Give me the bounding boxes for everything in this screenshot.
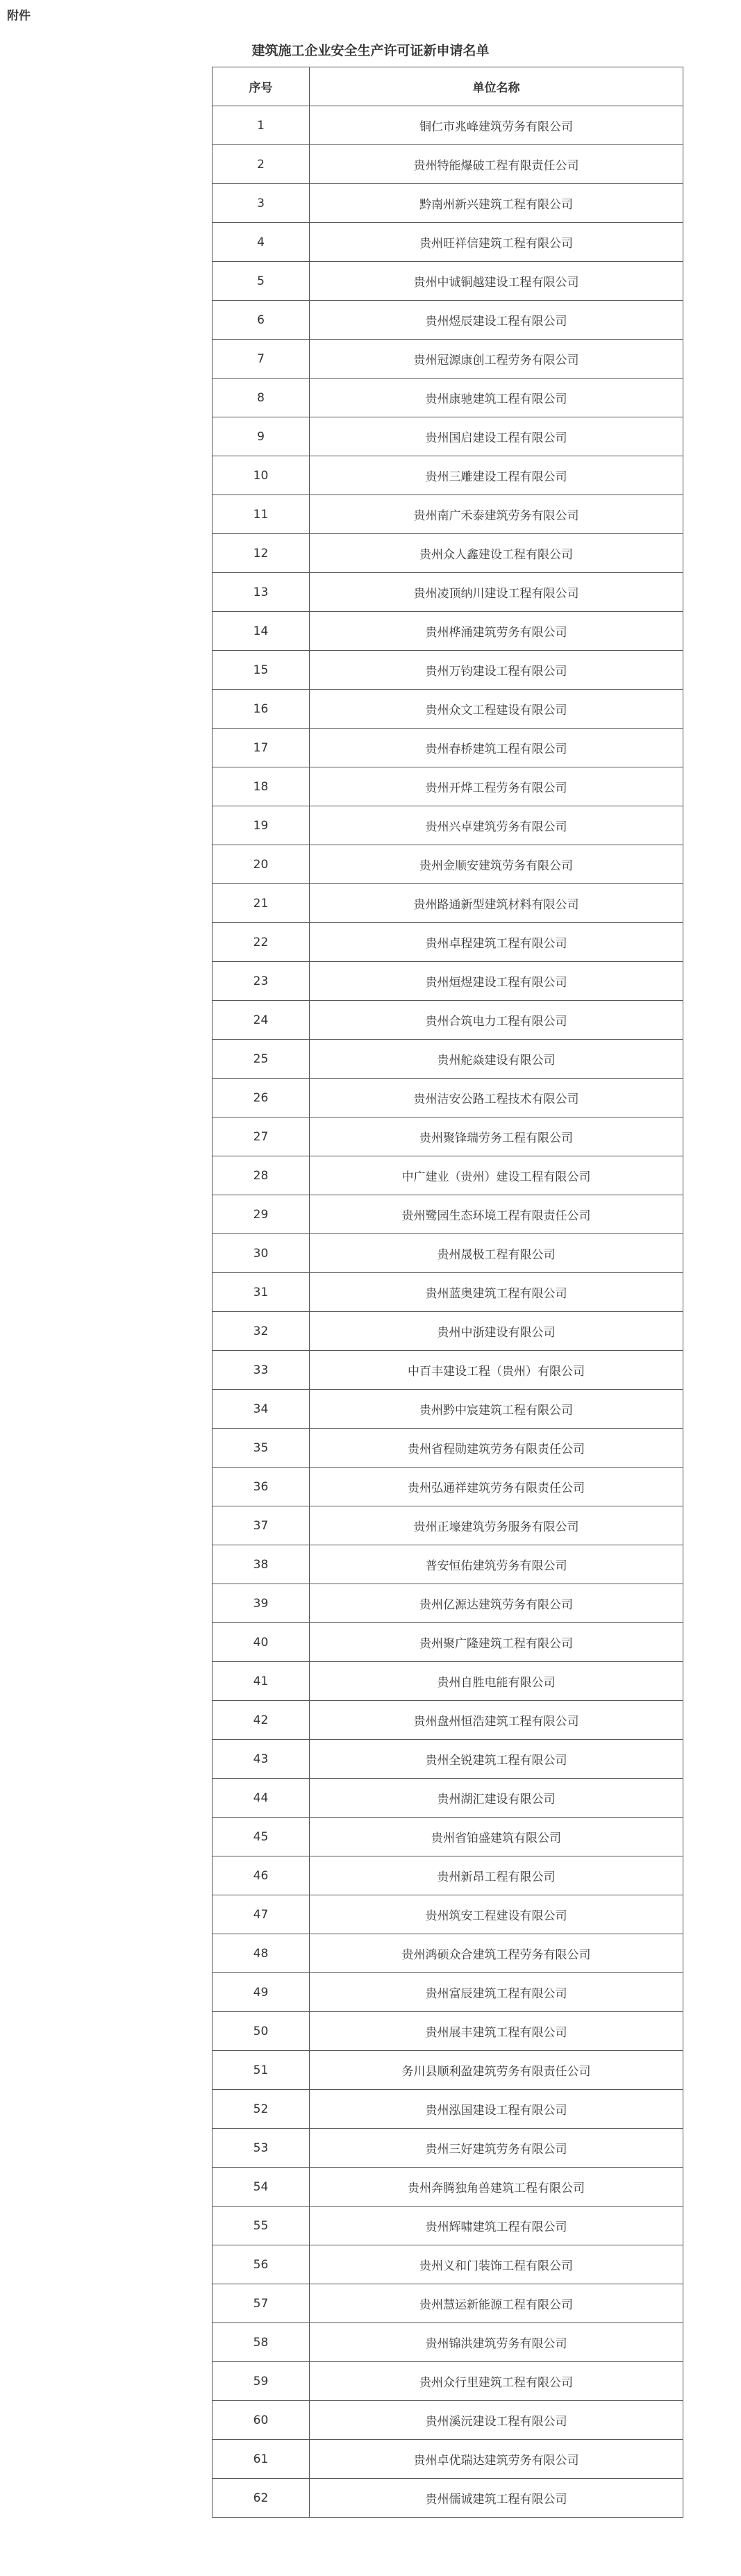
row-number-cell: 31 bbox=[213, 1273, 310, 1312]
row-number-cell: 44 bbox=[213, 1779, 310, 1818]
company-name-cell: 贵州湖汇建设有限公司 bbox=[310, 1779, 683, 1818]
row-number-cell: 45 bbox=[213, 1818, 310, 1856]
company-list-table bbox=[212, 67, 683, 2518]
company-name-cell: 贵州众人鑫建设工程有限公司 bbox=[310, 534, 683, 573]
company-name-cell: 贵州晟极工程有限公司 bbox=[310, 1234, 683, 1273]
company-name-cell: 贵州万钧建设工程有限公司 bbox=[310, 651, 683, 690]
table-row bbox=[213, 2168, 683, 2207]
table-row bbox=[213, 262, 683, 301]
table-row bbox=[213, 2479, 683, 2518]
company-name-cell: 贵州弘通祥建筑劳务有限责任公司 bbox=[310, 1468, 683, 1506]
table-row bbox=[213, 1273, 683, 1312]
company-name-cell: 贵州众行里建筑工程有限公司 bbox=[310, 2362, 683, 2401]
company-name-cell: 中百丰建设工程（贵州）有限公司 bbox=[310, 1351, 683, 1390]
row-number-cell: 39 bbox=[213, 1584, 310, 1623]
row-number-cell: 7 bbox=[213, 340, 310, 379]
table-row bbox=[213, 962, 683, 1001]
table-row bbox=[213, 884, 683, 923]
company-name-cell: 贵州儒诚建筑工程有限公司 bbox=[310, 2479, 683, 2518]
company-name-cell: 贵州筑安工程建设有限公司 bbox=[310, 1895, 683, 1934]
company-name-cell: 贵州金顺安建筑劳务有限公司 bbox=[310, 845, 683, 884]
table-row bbox=[213, 301, 683, 340]
table-body bbox=[213, 106, 683, 2518]
row-number-cell: 13 bbox=[213, 573, 310, 612]
company-name-cell: 贵州旺祥信建筑工程有限公司 bbox=[310, 223, 683, 262]
table-row bbox=[213, 845, 683, 884]
row-number-cell: 25 bbox=[213, 1040, 310, 1079]
company-name-cell: 贵州黔中宸建筑工程有限公司 bbox=[310, 1390, 683, 1429]
company-name-cell: 贵州自胜电能有限公司 bbox=[310, 1662, 683, 1701]
company-name-cell: 贵州桦涌建筑劳务有限公司 bbox=[310, 612, 683, 651]
table-row bbox=[213, 1779, 683, 1818]
row-number-cell: 2 bbox=[213, 145, 310, 184]
table-row bbox=[213, 1079, 683, 1117]
table-row bbox=[213, 2129, 683, 2168]
company-name-cell: 贵州聚锋瑞劳务工程有限公司 bbox=[310, 1117, 683, 1156]
company-name-cell: 贵州康驰建筑工程有限公司 bbox=[310, 379, 683, 417]
column-header-no: 序号 bbox=[213, 67, 310, 106]
company-name-cell: 贵州三雕建设工程有限公司 bbox=[310, 456, 683, 495]
table-row bbox=[213, 1040, 683, 1079]
company-name-cell: 贵州富辰建筑工程有限公司 bbox=[310, 1973, 683, 2012]
company-name-cell: 贵州锦洪建筑劳务有限公司 bbox=[310, 2323, 683, 2362]
row-number-cell: 53 bbox=[213, 2129, 310, 2168]
company-name-cell: 务川县顺利盈建筑劳务有限责任公司 bbox=[310, 2051, 683, 2090]
table-row bbox=[213, 495, 683, 534]
table-row bbox=[213, 612, 683, 651]
row-number-cell: 23 bbox=[213, 962, 310, 1001]
table-row bbox=[213, 1234, 683, 1273]
company-name-cell: 贵州冠源康创工程劳务有限公司 bbox=[310, 340, 683, 379]
table-row bbox=[213, 2284, 683, 2323]
company-name-cell: 贵州展丰建筑工程有限公司 bbox=[310, 2012, 683, 2051]
company-name-cell: 贵州舵焱建设有限公司 bbox=[310, 1040, 683, 1079]
table-row bbox=[213, 2245, 683, 2284]
company-name-cell: 黔南州新兴建筑工程有限公司 bbox=[310, 184, 683, 223]
table-row bbox=[213, 1973, 683, 2012]
table-row bbox=[213, 1390, 683, 1429]
row-number-cell: 1 bbox=[213, 106, 310, 145]
table-row bbox=[213, 2090, 683, 2129]
row-number-cell: 52 bbox=[213, 2090, 310, 2129]
company-name-cell: 贵州义和门装饰工程有限公司 bbox=[310, 2245, 683, 2284]
row-number-cell: 32 bbox=[213, 1312, 310, 1351]
row-number-cell: 37 bbox=[213, 1506, 310, 1545]
row-number-cell: 28 bbox=[213, 1156, 310, 1195]
row-number-cell: 61 bbox=[213, 2440, 310, 2479]
row-number-cell: 4 bbox=[213, 223, 310, 262]
row-number-cell: 14 bbox=[213, 612, 310, 651]
row-number-cell: 57 bbox=[213, 2284, 310, 2323]
company-name-cell: 贵州开烨工程劳务有限公司 bbox=[310, 767, 683, 806]
company-name-cell: 贵州路通新型建筑材料有限公司 bbox=[310, 884, 683, 923]
table-row bbox=[213, 923, 683, 962]
row-number-cell: 46 bbox=[213, 1856, 310, 1895]
table-row bbox=[213, 2362, 683, 2401]
table-row bbox=[213, 1818, 683, 1856]
table-row bbox=[213, 573, 683, 612]
company-name-cell: 贵州新昂工程有限公司 bbox=[310, 1856, 683, 1895]
table-row bbox=[213, 651, 683, 690]
table-row bbox=[213, 379, 683, 417]
table-header-row bbox=[213, 67, 683, 106]
company-name-cell: 贵州合筑电力工程有限公司 bbox=[310, 1001, 683, 1040]
row-number-cell: 10 bbox=[213, 456, 310, 495]
company-name-cell: 贵州众文工程建设有限公司 bbox=[310, 690, 683, 729]
table-row bbox=[213, 1584, 683, 1623]
table-row bbox=[213, 690, 683, 729]
table-row bbox=[213, 2440, 683, 2479]
row-number-cell: 51 bbox=[213, 2051, 310, 2090]
company-name-cell: 普安恒佑建筑劳务有限公司 bbox=[310, 1545, 683, 1584]
table-row bbox=[213, 534, 683, 573]
row-number-cell: 35 bbox=[213, 1429, 310, 1468]
row-number-cell: 36 bbox=[213, 1468, 310, 1506]
table-row bbox=[213, 1156, 683, 1195]
company-name-cell: 中广建业（贵州）建设工程有限公司 bbox=[310, 1156, 683, 1195]
row-number-cell: 22 bbox=[213, 923, 310, 962]
company-name-cell: 贵州全锐建筑工程有限公司 bbox=[310, 1740, 683, 1779]
row-number-cell: 12 bbox=[213, 534, 310, 573]
row-number-cell: 11 bbox=[213, 495, 310, 534]
row-number-cell: 42 bbox=[213, 1701, 310, 1740]
company-name-cell: 贵州南广禾泰建筑劳务有限公司 bbox=[310, 495, 683, 534]
row-number-cell: 40 bbox=[213, 1623, 310, 1662]
row-number-cell: 3 bbox=[213, 184, 310, 223]
company-name-cell: 贵州亿源达建筑劳务有限公司 bbox=[310, 1584, 683, 1623]
table-row bbox=[213, 456, 683, 495]
table-row bbox=[213, 1117, 683, 1156]
table-row bbox=[213, 106, 683, 145]
company-name-cell: 贵州鸿硕众合建筑工程劳务有限公司 bbox=[310, 1934, 683, 1973]
company-name-cell: 贵州盘州恒浩建筑工程有限公司 bbox=[310, 1701, 683, 1740]
row-number-cell: 41 bbox=[213, 1662, 310, 1701]
table-row bbox=[213, 1856, 683, 1895]
table-row bbox=[213, 1429, 683, 1468]
company-name-cell: 贵州烜煜建设工程有限公司 bbox=[310, 962, 683, 1001]
row-number-cell: 26 bbox=[213, 1079, 310, 1117]
table-row bbox=[213, 1195, 683, 1234]
row-number-cell: 50 bbox=[213, 2012, 310, 2051]
row-number-cell: 30 bbox=[213, 1234, 310, 1273]
company-name-cell: 贵州兴卓建筑劳务有限公司 bbox=[310, 806, 683, 845]
table-row bbox=[213, 223, 683, 262]
company-name-cell: 贵州卓程建筑工程有限公司 bbox=[310, 923, 683, 962]
row-number-cell: 60 bbox=[213, 2401, 310, 2440]
table-row bbox=[213, 184, 683, 223]
row-number-cell: 16 bbox=[213, 690, 310, 729]
row-number-cell: 48 bbox=[213, 1934, 310, 1973]
company-name-cell: 贵州蓝奥建筑工程有限公司 bbox=[310, 1273, 683, 1312]
company-name-cell: 贵州三好建筑劳务有限公司 bbox=[310, 2129, 683, 2168]
table-row bbox=[213, 1895, 683, 1934]
table-row bbox=[213, 1001, 683, 1040]
row-number-cell: 15 bbox=[213, 651, 310, 690]
row-number-cell: 21 bbox=[213, 884, 310, 923]
table-row bbox=[213, 2401, 683, 2440]
company-name-cell: 贵州省铂盛建筑有限公司 bbox=[310, 1818, 683, 1856]
company-name-cell: 贵州凌顶纳川建设工程有限公司 bbox=[310, 573, 683, 612]
table-row bbox=[213, 806, 683, 845]
column-header-name: 单位名称 bbox=[310, 67, 683, 106]
company-name-cell: 贵州慧运新能源工程有限公司 bbox=[310, 2284, 683, 2323]
row-number-cell: 33 bbox=[213, 1351, 310, 1390]
row-number-cell: 8 bbox=[213, 379, 310, 417]
company-name-cell: 贵州鹭园生态环境工程有限责任公司 bbox=[310, 1195, 683, 1234]
table-row bbox=[213, 1623, 683, 1662]
table-row bbox=[213, 767, 683, 806]
table-row bbox=[213, 1662, 683, 1701]
table-row bbox=[213, 2012, 683, 2051]
table-row bbox=[213, 145, 683, 184]
company-name-cell: 贵州中浙建设有限公司 bbox=[310, 1312, 683, 1351]
table-row bbox=[213, 1701, 683, 1740]
row-number-cell: 49 bbox=[213, 1973, 310, 2012]
attachment-label: 附件 bbox=[7, 9, 31, 23]
row-number-cell: 24 bbox=[213, 1001, 310, 1040]
row-number-cell: 38 bbox=[213, 1545, 310, 1584]
document-title: 建筑施工企业安全生产许可证新申请名单 bbox=[251, 43, 490, 58]
company-name-cell: 贵州辉啸建筑工程有限公司 bbox=[310, 2207, 683, 2245]
company-name-cell: 贵州卓优瑞达建筑劳务有限公司 bbox=[310, 2440, 683, 2479]
company-name-cell: 贵州聚广隆建筑工程有限公司 bbox=[310, 1623, 683, 1662]
company-name-cell: 贵州溪沅建设工程有限公司 bbox=[310, 2401, 683, 2440]
company-name-cell: 贵州正壕建筑劳务服务有限公司 bbox=[310, 1506, 683, 1545]
row-number-cell: 34 bbox=[213, 1390, 310, 1429]
company-name-cell: 贵州奔腾独角兽建筑工程有限公司 bbox=[310, 2168, 683, 2207]
row-number-cell: 19 bbox=[213, 806, 310, 845]
table-row bbox=[213, 2207, 683, 2245]
row-number-cell: 20 bbox=[213, 845, 310, 884]
company-name-cell: 贵州省程勋建筑劳务有限责任公司 bbox=[310, 1429, 683, 1468]
table-row bbox=[213, 1934, 683, 1973]
table-row bbox=[213, 1312, 683, 1351]
row-number-cell: 5 bbox=[213, 262, 310, 301]
row-number-cell: 59 bbox=[213, 2362, 310, 2401]
row-number-cell: 55 bbox=[213, 2207, 310, 2245]
table-row bbox=[213, 2323, 683, 2362]
row-number-cell: 9 bbox=[213, 417, 310, 456]
company-name-cell: 贵州中诚铜越建设工程有限公司 bbox=[310, 262, 683, 301]
table-row bbox=[213, 729, 683, 767]
company-name-cell: 贵州洁安公路工程技术有限公司 bbox=[310, 1079, 683, 1117]
company-name-cell: 铜仁市兆峰建筑劳务有限公司 bbox=[310, 106, 683, 145]
company-name-cell: 贵州特能爆破工程有限责任公司 bbox=[310, 145, 683, 184]
row-number-cell: 43 bbox=[213, 1740, 310, 1779]
row-number-cell: 29 bbox=[213, 1195, 310, 1234]
company-name-cell: 贵州煜辰建设工程有限公司 bbox=[310, 301, 683, 340]
row-number-cell: 47 bbox=[213, 1895, 310, 1934]
company-name-cell: 贵州泓国建设工程有限公司 bbox=[310, 2090, 683, 2129]
table-row bbox=[213, 417, 683, 456]
company-name-cell: 贵州国启建设工程有限公司 bbox=[310, 417, 683, 456]
table-row bbox=[213, 1351, 683, 1390]
table-row bbox=[213, 340, 683, 379]
row-number-cell: 56 bbox=[213, 2245, 310, 2284]
row-number-cell: 58 bbox=[213, 2323, 310, 2362]
row-number-cell: 27 bbox=[213, 1117, 310, 1156]
row-number-cell: 62 bbox=[213, 2479, 310, 2518]
table-row bbox=[213, 1545, 683, 1584]
row-number-cell: 54 bbox=[213, 2168, 310, 2207]
table-row bbox=[213, 1468, 683, 1506]
table-row bbox=[213, 2051, 683, 2090]
row-number-cell: 6 bbox=[213, 301, 310, 340]
company-name-cell: 贵州春桥建筑工程有限公司 bbox=[310, 729, 683, 767]
row-number-cell: 17 bbox=[213, 729, 310, 767]
row-number-cell: 18 bbox=[213, 767, 310, 806]
table-row bbox=[213, 1740, 683, 1779]
table-row bbox=[213, 1506, 683, 1545]
